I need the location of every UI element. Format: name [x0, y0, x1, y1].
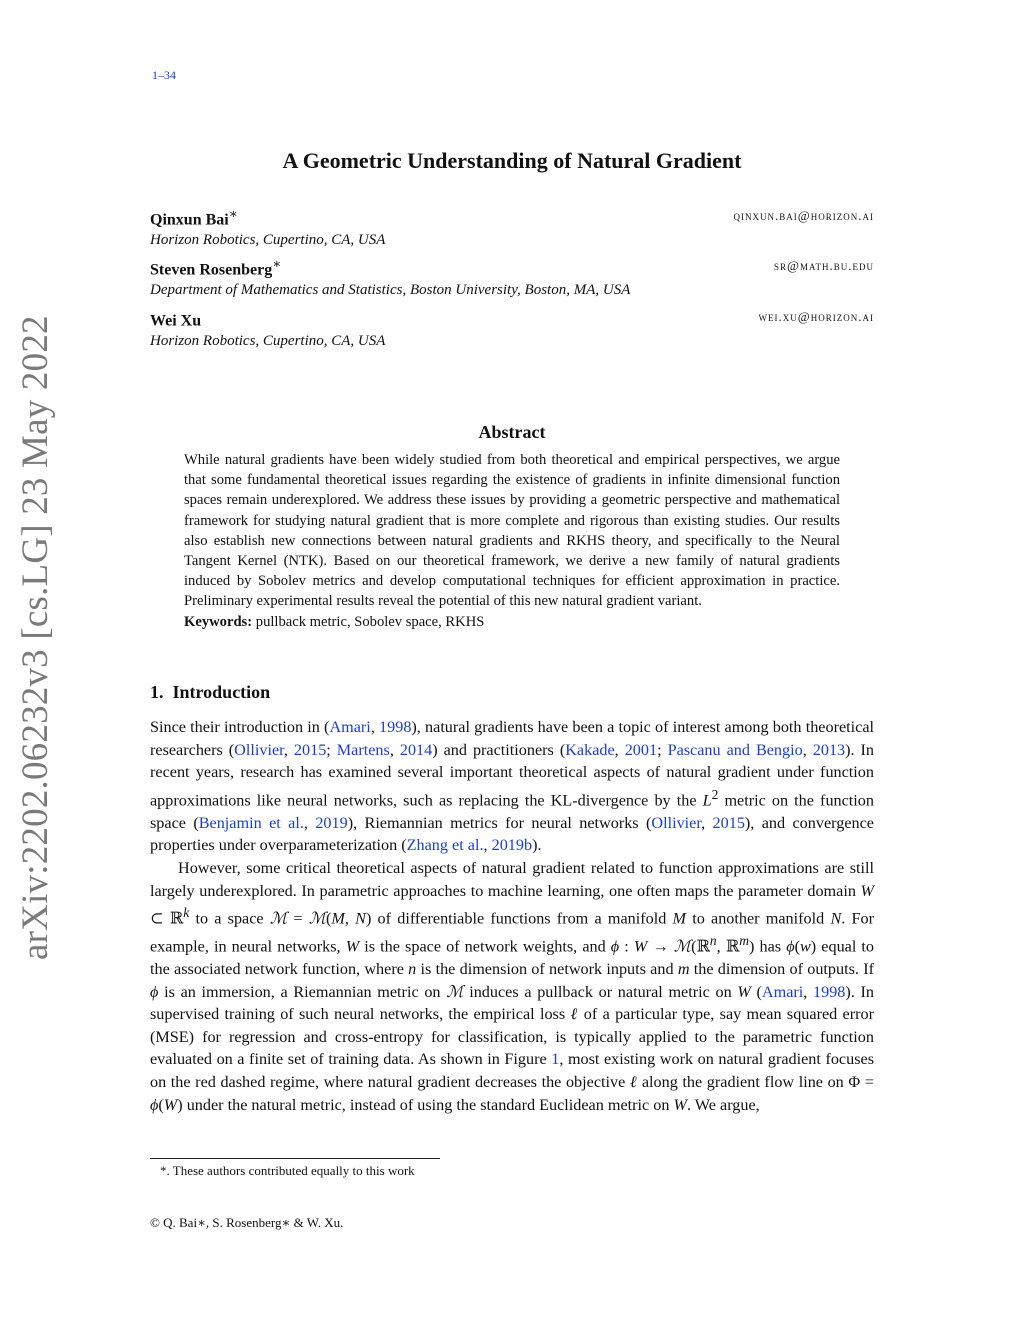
- author-email: sr@math.bu.edu: [774, 258, 874, 273]
- keywords-text: pullback metric, Sobolev space, RKHS: [255, 613, 485, 630]
- text-run: ), and convergence properties under overparameterization (: [150, 813, 874, 855]
- text-run: (: [794, 937, 800, 956]
- text-run: (: [326, 909, 332, 928]
- superscript: m: [739, 933, 750, 949]
- math-symbol: ℳ: [446, 982, 464, 1001]
- footnote-rule: [150, 1158, 440, 1159]
- abstract-body: [184, 450, 840, 632]
- math-symbol: W: [163, 1095, 178, 1114]
- introduction-body: [150, 716, 874, 1116]
- paragraph-1: [150, 716, 874, 857]
- author-block-2: [150, 256, 874, 299]
- text-run: (: [750, 982, 762, 1001]
- citation-link[interactable]: Ollivier: [651, 813, 702, 832]
- citation-link[interactable]: Pascanu and Bengio: [667, 740, 803, 759]
- text-run: ,: [802, 740, 813, 759]
- math-symbol: ℳ: [673, 937, 692, 956]
- abstract-heading: Abstract: [478, 422, 546, 442]
- math-symbol: W: [860, 881, 874, 900]
- author-block-3: [150, 307, 874, 350]
- text-run: metric on the function space (: [150, 791, 874, 832]
- text-run: ,: [283, 740, 294, 759]
- text-run: ,: [701, 813, 713, 832]
- section-heading: [150, 682, 270, 703]
- text-run: ).: [532, 836, 542, 855]
- citation-link[interactable]: 1998: [379, 718, 412, 736]
- math-symbol: N: [355, 909, 366, 928]
- math-symbol: ℓ: [570, 1005, 579, 1024]
- arxiv-stamp: arXiv:2202.06232v3 [cs.LG] 23 May 2022: [15, 315, 56, 960]
- citation-link[interactable]: 2013: [812, 740, 846, 759]
- text-run: ) equal to the associated network function, where: [150, 937, 875, 979]
- text-run: ,: [303, 813, 316, 832]
- text-run: (: [158, 1095, 164, 1114]
- author-affiliation: Horizon Robotics, Cupertino, CA, USA: [150, 333, 386, 350]
- citation-link[interactable]: Amari: [761, 982, 804, 1001]
- text-run: ,: [370, 718, 380, 736]
- superscript: n: [709, 933, 717, 949]
- text-run: ,: [614, 740, 625, 759]
- superscript: 2: [711, 786, 719, 802]
- math-symbol: m: [677, 960, 690, 979]
- text-run: ;: [326, 740, 337, 759]
- citation-link[interactable]: 1998: [813, 982, 846, 1001]
- citation-link[interactable]: 1: [551, 1050, 560, 1069]
- text-run: ). In recent years, research has examined several important theoretical aspects of natural gradient under function approximations like neural networks, such as replacing the KL-divergence by the: [150, 740, 875, 810]
- text-run: is an immersion, a Riemannian metric on: [158, 982, 447, 1001]
- citation-link[interactable]: Amari: [329, 718, 371, 736]
- math-symbol: W: [633, 937, 648, 956]
- text-run: ,: [803, 982, 814, 1001]
- math-symbol: ℳ: [308, 909, 326, 928]
- citation-link[interactable]: Martens: [336, 740, 390, 759]
- copyright-line: © Q. Bai∗, S. Rosenberg∗ & W. Xu.: [150, 1215, 344, 1230]
- author-email: qinxun.bai@horizon.ai: [733, 208, 874, 223]
- abstract-text: While natural gradients have been widely studied from both theoretical and empirical perspectives, we argue that some fundamental theoretical issues regarding the existence of gradients in infinite dimensional function spaces remain underexplored. We address these issues by providing a geometric perspective and mathematical framework for studying natural gradient that is more complete and rigorous than existing studies. Our results also establish new connections between natural gradients and RKHS theory, and specifically to the Neural Tangent Kernel (NTK). Based on our theoretical framework, we derive a new family of natural gradients induced by Sobolev metrics and develop computational techniques for efficient approximation in practice. Preliminary experimental results reveal the potential of this new natural gradient variant.: [184, 452, 840, 610]
- text-run: ;: [657, 740, 668, 759]
- text-run: . For example, in neural networks,: [150, 909, 874, 956]
- text-run: :: [619, 937, 634, 956]
- math-symbol: ϕ: [786, 937, 795, 956]
- text-run: to another manifold: [686, 909, 831, 928]
- text-run: is the space of network weights, and: [359, 937, 611, 956]
- text-run: →: [647, 937, 674, 956]
- math-symbol: W: [345, 937, 360, 956]
- text-run: ,: [483, 836, 492, 855]
- footnote: *. These authors contributed equally to this work: [160, 1163, 415, 1178]
- author-email: wei.xu@horizon.ai: [758, 309, 874, 324]
- math-symbol: N: [830, 909, 842, 928]
- text-run: However, some critical theoretical aspects of natural gradient related to function approximations are still largely underexplored. In parametric approaches to machine learning, one often maps the parameter domain: [150, 858, 874, 900]
- math-symbol: W: [673, 1095, 687, 1114]
- math-symbol: n: [408, 960, 417, 979]
- text-run: induces a pullback or natural metric on: [463, 982, 738, 1001]
- math-symbol: W: [737, 982, 751, 1001]
- text-run: (ℝ: [691, 937, 710, 956]
- text-run: ⊂ ℝ: [150, 909, 184, 928]
- citation-link[interactable]: 2019b: [491, 836, 533, 855]
- text-run: ) under the natural metric, instead of using the standard Euclidean metric on: [177, 1095, 674, 1114]
- math-symbol: ℳ: [269, 909, 288, 928]
- page-range: 1–34: [152, 68, 176, 82]
- citation-link[interactable]: 2014: [399, 740, 433, 759]
- keywords-label: Keywords:: [184, 613, 253, 630]
- keywords-line: [184, 612, 840, 632]
- math-symbol: M: [672, 909, 687, 928]
- section-number: 1.: [150, 682, 164, 702]
- text-run: ) has: [749, 937, 787, 956]
- citation-link[interactable]: 2015: [293, 740, 327, 759]
- text-run: ), Riemannian metrics for neural networks (: [347, 813, 652, 832]
- math-symbol: L: [702, 791, 712, 810]
- citation-link[interactable]: Kakade: [565, 740, 615, 759]
- superscript: k: [183, 905, 190, 921]
- author-name: Steven Rosenberg: [150, 261, 273, 279]
- author-block-1: [150, 206, 874, 249]
- text-run: is the dimension of network inputs and: [416, 960, 678, 979]
- text-run: Φ: [848, 1073, 861, 1092]
- text-run: . We argue,: [687, 1095, 760, 1114]
- math-symbol: ϕ: [150, 1095, 159, 1114]
- author-affiliation: Horizon Robotics, Cupertino, CA, USA: [150, 232, 386, 249]
- author-mark: ∗: [228, 206, 238, 221]
- math-symbol: ϕ: [150, 982, 159, 1001]
- citation-link[interactable]: 2015: [712, 813, 745, 832]
- citation-link[interactable]: 2001: [624, 740, 658, 759]
- math-symbol: M: [331, 909, 345, 928]
- author-affiliation: Department of Mathematics and Statistics, Boston University, Boston, MA, USA: [150, 282, 631, 299]
- paper-title: A Geometric Understanding of Natural Gradient: [282, 148, 742, 173]
- text-run: of a particular type, say mean squared error (MSE) for regression and cross-entropy for classification, is typically applied to the parametric function evaluated on a finite set of training data. As shown in Figure: [150, 1005, 874, 1069]
- section-title: Introduction: [172, 682, 271, 702]
- text-run: ) of differentiable functions from a manifold: [365, 909, 673, 928]
- text-run: =: [860, 1073, 874, 1092]
- text-run: along the gradient flow line on: [637, 1073, 849, 1092]
- text-run: , most existing work on natural gradient focuses on the red dashed regime, where natural gradient decreases the objective: [150, 1050, 874, 1092]
- text-run: ,: [389, 740, 400, 759]
- text-run: , ℝ: [716, 937, 740, 956]
- citation-link[interactable]: 2019: [315, 813, 348, 832]
- author-name: Qinxun Bai: [150, 211, 229, 229]
- text-run: =: [287, 909, 309, 928]
- author-mark: ∗: [272, 256, 282, 271]
- text-run: Since their introduction in (: [150, 718, 330, 736]
- text-run: ) and practitioners (: [432, 740, 566, 759]
- math-symbol: w: [799, 937, 811, 956]
- text-run: to a space: [189, 909, 270, 928]
- text-run: the dimension of outputs. If: [689, 960, 874, 979]
- citation-link[interactable]: Ollivier: [234, 740, 284, 759]
- math-symbol: ℓ: [629, 1073, 638, 1092]
- paragraph-2: [150, 857, 874, 1116]
- math-symbol: ϕ: [610, 937, 620, 956]
- text-run: ,: [344, 909, 356, 928]
- citation-link[interactable]: Zhang et al.: [406, 836, 484, 855]
- author-name: Wei Xu: [150, 312, 202, 330]
- text-run: ). In supervised training of such neural networks, the empirical loss: [150, 982, 874, 1024]
- citation-link[interactable]: Benjamin et al.: [198, 813, 304, 832]
- text-run: ), natural gradients have been a topic of interest among both theoretical researchers (: [150, 718, 875, 759]
